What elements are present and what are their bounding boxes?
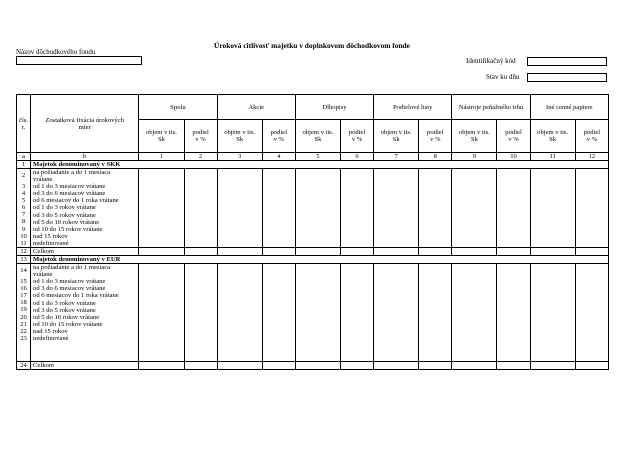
col-number: 7 bbox=[374, 153, 419, 161]
section-skk-heading: Majetok denominovaný v SKK bbox=[31, 161, 609, 169]
col-number: 9 bbox=[452, 153, 497, 161]
data-cell[interactable] bbox=[497, 264, 530, 362]
data-cell[interactable] bbox=[217, 169, 262, 248]
row-number: 11 bbox=[20, 239, 27, 247]
data-cell[interactable] bbox=[139, 169, 184, 248]
col-number: 4 bbox=[262, 153, 295, 161]
data-cell[interactable] bbox=[452, 264, 497, 362]
data-cell[interactable] bbox=[262, 264, 295, 362]
row-number: 12 bbox=[17, 248, 31, 256]
data-cell[interactable] bbox=[452, 362, 497, 370]
row-number: 4 bbox=[21, 190, 26, 198]
sub-share: podiel v % bbox=[575, 120, 608, 153]
row-number: 7 bbox=[21, 211, 26, 219]
row-number: 2 bbox=[21, 172, 26, 179]
data-cell[interactable] bbox=[184, 248, 217, 256]
row-number: 8 bbox=[21, 218, 26, 226]
col-number: 1 bbox=[139, 153, 184, 161]
row-numbers bbox=[17, 169, 31, 248]
row-label: nedefinované bbox=[33, 334, 69, 342]
row-number: 20 bbox=[20, 313, 27, 321]
data-cell[interactable] bbox=[295, 248, 340, 256]
data-cell[interactable] bbox=[419, 248, 452, 256]
row-number: 22 bbox=[20, 327, 27, 335]
data-cell[interactable] bbox=[184, 362, 217, 370]
data-cell[interactable] bbox=[497, 169, 530, 248]
data-cell[interactable] bbox=[374, 362, 419, 370]
data-cell[interactable] bbox=[295, 362, 340, 370]
data-cell[interactable] bbox=[419, 169, 452, 248]
data-cell[interactable] bbox=[419, 362, 452, 370]
data-cell[interactable] bbox=[575, 264, 608, 362]
row-number: 13 bbox=[17, 256, 31, 264]
row-label: nad 15 rokov bbox=[33, 327, 68, 335]
data-cell[interactable] bbox=[295, 169, 340, 248]
col-number: 11 bbox=[530, 153, 575, 161]
row-number: 24 bbox=[17, 362, 31, 370]
data-cell[interactable] bbox=[262, 248, 295, 256]
row-label: vrátane bbox=[33, 176, 53, 184]
data-cell[interactable] bbox=[374, 248, 419, 256]
data-cell[interactable] bbox=[341, 248, 374, 256]
row-number: 19 bbox=[20, 306, 27, 314]
sub-share: podiel v % bbox=[497, 120, 530, 153]
row-number: 9 bbox=[21, 225, 26, 233]
row-number: 14 bbox=[20, 267, 27, 275]
id-code-label: Identifikačný kód bbox=[466, 57, 516, 65]
row-label: od 3 do 6 mesiacov vrátane bbox=[33, 190, 106, 198]
col-number: 8 bbox=[419, 153, 452, 161]
row-label: od 10 do 15 rokov vrátane bbox=[33, 225, 103, 233]
row-number: 15 bbox=[20, 278, 27, 286]
interest-sensitivity-table bbox=[16, 94, 609, 370]
id-code-field[interactable] bbox=[527, 57, 607, 66]
row-label: od 1 do 3 mesiacov vrátane bbox=[33, 183, 106, 191]
data-cell[interactable] bbox=[139, 264, 184, 362]
data-cell[interactable] bbox=[374, 264, 419, 362]
row-label: od 3 do 6 mesiacov vrátane bbox=[33, 285, 106, 293]
row-label: vrátane bbox=[33, 271, 53, 279]
header-row-number: čís. r. bbox=[17, 95, 31, 153]
row-label: od 6 mesiacov do 1 roka vrátane bbox=[33, 197, 119, 205]
row-number: 3 bbox=[21, 183, 26, 190]
data-cell[interactable] bbox=[452, 169, 497, 248]
row-label: na požiadanie a do 1 mesiaca bbox=[33, 169, 111, 176]
data-cell[interactable] bbox=[184, 169, 217, 248]
document-title: Úroková citlivosť majetku v doplnkovom dôchodkovom fonde bbox=[214, 41, 410, 50]
row-number: 23 bbox=[20, 334, 27, 342]
fund-name-field[interactable] bbox=[16, 56, 142, 65]
header-group-total: Spolu bbox=[139, 95, 217, 120]
data-cell[interactable] bbox=[184, 264, 217, 362]
date-field[interactable] bbox=[527, 73, 607, 82]
row-label: od 5 do 10 rokov vrátane bbox=[33, 313, 100, 321]
data-cell[interactable] bbox=[575, 362, 608, 370]
row-label: od 3 do 5 rokov vrátane bbox=[33, 211, 96, 219]
data-cell[interactable] bbox=[217, 248, 262, 256]
header-group-other-securities: Iné cenné papiere bbox=[530, 95, 608, 120]
row-label: nad 15 rokov bbox=[33, 232, 68, 240]
row-labels bbox=[31, 264, 139, 362]
sub-volume: objem v tis. Sk bbox=[295, 120, 340, 153]
row-number: 5 bbox=[21, 197, 26, 205]
row-number: 17 bbox=[20, 292, 27, 300]
col-number: 2 bbox=[184, 153, 217, 161]
row-labels bbox=[31, 169, 139, 248]
data-cell[interactable] bbox=[452, 248, 497, 256]
data-cell[interactable] bbox=[530, 362, 575, 370]
row-number: 18 bbox=[20, 299, 27, 307]
header-structure: Zostatková fixácia úrokových mier bbox=[31, 95, 139, 153]
data-cell[interactable] bbox=[419, 264, 452, 362]
total-label: Celkom bbox=[31, 248, 139, 256]
row-number: 16 bbox=[20, 285, 27, 293]
sub-volume: objem v tis. Sk bbox=[217, 120, 262, 153]
col-number: 5 bbox=[295, 153, 340, 161]
data-cell[interactable] bbox=[530, 169, 575, 248]
data-cell[interactable] bbox=[575, 248, 608, 256]
section-eur-heading: Majetok denominovaný v EUR bbox=[31, 256, 609, 264]
row-label: od 5 do 10 rokov vrátane bbox=[33, 218, 100, 226]
data-cell[interactable] bbox=[575, 169, 608, 248]
col-number: 12 bbox=[575, 153, 608, 161]
data-cell[interactable] bbox=[139, 362, 184, 370]
data-cell[interactable] bbox=[217, 362, 262, 370]
row-label: od 1 do 3 rokov vrátane bbox=[33, 299, 96, 307]
row-number: 1 bbox=[17, 161, 31, 169]
col-number: 10 bbox=[497, 153, 530, 161]
data-cell[interactable] bbox=[262, 362, 295, 370]
col-number: 6 bbox=[341, 153, 374, 161]
data-cell[interactable] bbox=[530, 264, 575, 362]
total-label: Celkom bbox=[31, 362, 139, 370]
header-group-money-market: Nástroje peňažného trhu bbox=[452, 95, 530, 120]
sub-volume: objem v tis. Sk bbox=[139, 120, 184, 153]
sub-share: podiel v % bbox=[341, 120, 374, 153]
data-cell[interactable] bbox=[497, 248, 530, 256]
sub-volume: objem v tis. Sk bbox=[374, 120, 419, 153]
header-group-shares: Akcie bbox=[217, 95, 295, 120]
data-cell[interactable] bbox=[262, 169, 295, 248]
row-number: 6 bbox=[21, 204, 26, 212]
row-label: od 6 mesiacov do 1 roka vrátane bbox=[33, 292, 119, 300]
sub-volume: objem v tis. Sk bbox=[530, 120, 575, 153]
col-number: 3 bbox=[217, 153, 262, 161]
row-label: od 10 do 15 rokov vrátane bbox=[33, 320, 103, 328]
header-group-bonds: Dlhopisy bbox=[295, 95, 373, 120]
data-cell[interactable] bbox=[341, 169, 374, 248]
row-label: od 1 do 3 mesiacov vrátane bbox=[33, 278, 106, 286]
header-group-fund-units: Podielové listy bbox=[374, 95, 452, 120]
col-letter-b: b bbox=[31, 153, 139, 161]
data-cell[interactable] bbox=[139, 248, 184, 256]
fund-name-label: Názov dôchodkového fondu bbox=[16, 48, 96, 56]
row-number: 10 bbox=[20, 232, 27, 240]
row-label: na požiadanie a do 1 mesiaca bbox=[33, 264, 111, 272]
col-letter-a: a bbox=[17, 153, 31, 161]
data-cell[interactable] bbox=[497, 362, 530, 370]
sub-share: podiel v % bbox=[262, 120, 295, 153]
data-cell[interactable] bbox=[374, 169, 419, 248]
sub-share: podiel v % bbox=[419, 120, 452, 153]
data-cell[interactable] bbox=[295, 264, 340, 362]
sub-share: podiel v % bbox=[184, 120, 217, 153]
row-label: od 3 do 5 rokov vrátane bbox=[33, 306, 96, 314]
date-label: Stav ku dňu bbox=[486, 73, 520, 81]
row-numbers bbox=[17, 264, 31, 362]
row-label: od 1 do 3 rokov vrátane bbox=[33, 204, 96, 212]
sub-volume: objem v tis. Sk bbox=[452, 120, 497, 153]
data-cell[interactable] bbox=[341, 362, 374, 370]
row-label: nedefinované bbox=[33, 239, 69, 247]
data-cell[interactable] bbox=[530, 248, 575, 256]
row-number: 21 bbox=[20, 320, 27, 328]
data-cell[interactable] bbox=[341, 264, 374, 362]
data-cell[interactable] bbox=[217, 264, 262, 362]
